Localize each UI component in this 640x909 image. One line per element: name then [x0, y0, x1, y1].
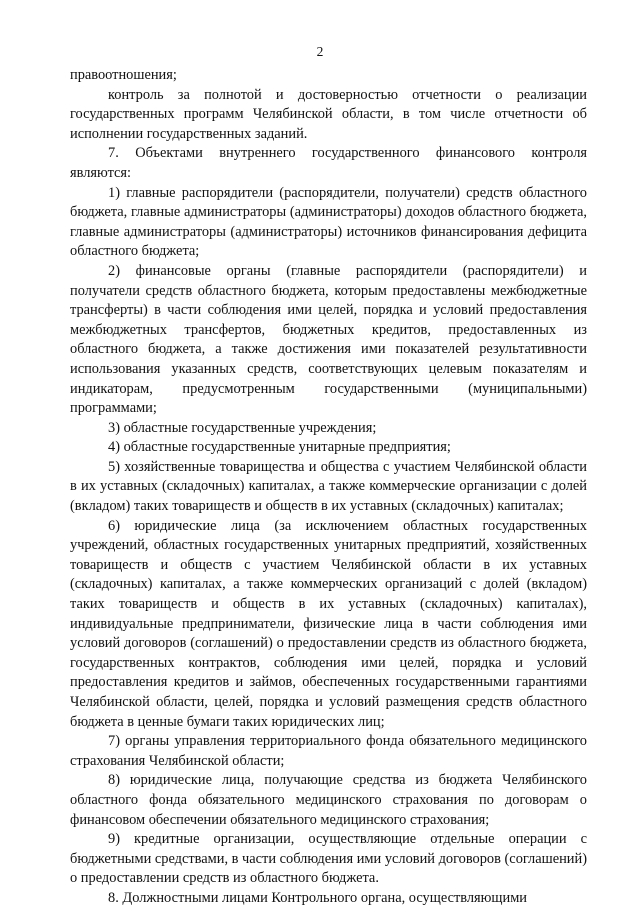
- list-item-9: 9) кредитные организации, осуществляющие отдельные операции с бюджетными средствами, в части соблюдения ими условий договоров (соглашений) о предоставлении средств из областного бюджета.: [70, 831, 587, 887]
- list-item-4: 4) областные государственные унитарные предприятия;: [108, 439, 451, 456]
- paragraph-8-start: 8. Должностными лицами Контрольного органа, осуществляющими: [108, 889, 528, 906]
- page-number: 2: [316, 44, 324, 59]
- list-item-1: 1) главные распорядители (распорядители, получатели) средств областного бюджета, главные администраторы (администраторы) доходов областного бюджета, главные администраторы (администраторы) источников финансирования дефицита областного бюджета;: [70, 184, 587, 260]
- paragraph-legal-relations: правоотношения;: [70, 67, 177, 83]
- paragraph-7-heading: 7. Объектами внутреннего государственного финансового контроля являются:: [70, 145, 587, 181]
- list-item-6: 6) юридические лица (за исключением областных государственных учреждений, областных государственных унитарных предприятий, хозяйственных товариществ и обществ с участием Челябинской области в их уставных (складочных) капиталах, а также коммерческих организаций с долей (вкладом) таких товариществ и обществ в их уставных (складочных) капиталах), индивидуальные предприниматели, физические лица в части соблюдения ими условий договоров (соглашений) о предоставлении средств из областного бюджета, государственных контрактов, соблюдения ими целей, порядка и условий предоставления кредитов и займов, обеспеченных государственными гарантиями Челябинской области, целей, порядка и условий размещения средств областного бюджета в ценные бумаги таких юридических лиц;: [70, 517, 587, 730]
- list-item-7: 7) органы управления территориального фонда обязательного медицинского страхования Челябинской области;: [70, 733, 587, 769]
- paragraph-reporting-control: контроль за полнотой и достоверностью отчетности о реализации государственных программ Челябинской области, в том числе отчетности об исполнении государственных заданий.: [70, 86, 587, 142]
- list-item-3: 3) областные государственные учреждения;: [108, 419, 377, 436]
- list-item-2: 2) финансовые органы (главные распорядители (распорядители) и получатели средств областного бюджета, которым предоставлены межбюджетные трансферты) в части соблюдения ими целей, порядка и условий предоставления межбюджетных трансфертов, бюджетных кредитов, предоставленных из областного бюджета, а также достижения ими показателей результативности использования указанных средств, соответствующих целевым показателям и индикаторам, предусмотренным государственными (муниципальными) программами;: [70, 262, 587, 417]
- list-item-8: 8) юридические лица, получающие средства из бюджета Челябинского областного фонда обязательного медицинского страхования по договорам о финансовом обеспечении обязательного медицинского страхования;: [70, 772, 587, 828]
- document-body: [70, 66, 587, 909]
- list-item-5: 5) хозяйственные товарищества и общества с участием Челябинской области в их уставных (складочных) капиталах, а также коммерческие организации с долей (вкладом) таких товариществ и обществ в их уставных (складочных) капиталах;: [70, 458, 587, 515]
